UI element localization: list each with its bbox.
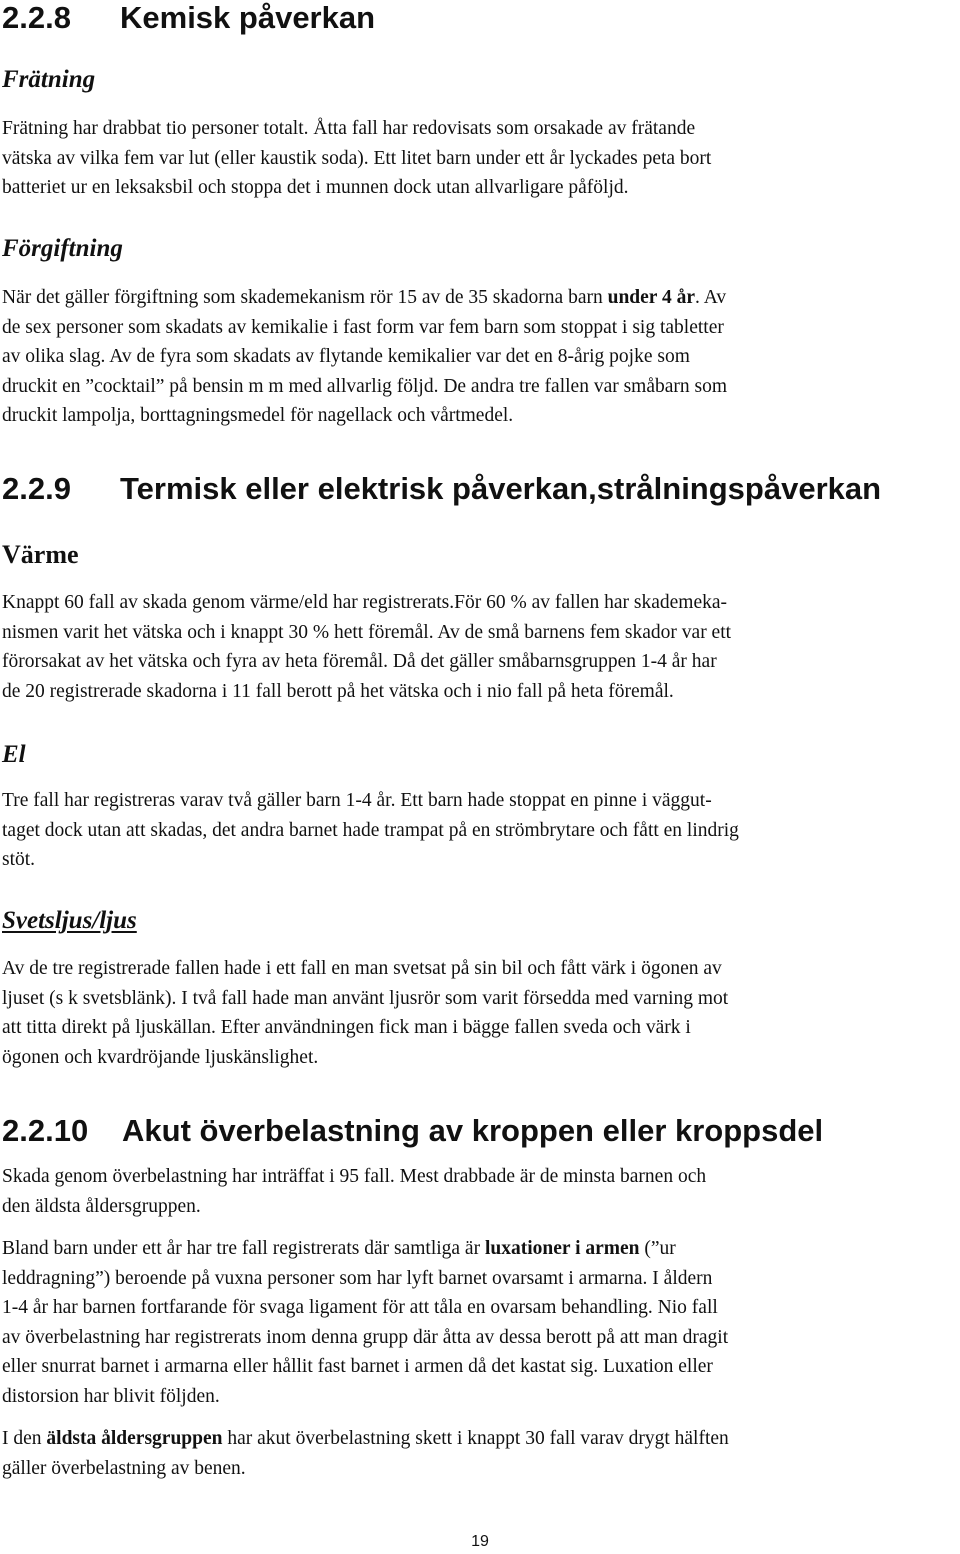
text-run: (”ur — [639, 1238, 676, 1259]
section-heading-2-2-10 — [2, 1113, 823, 1149]
text-line: förorsakat av het vätska och fyra av heta föremål. Då det gäller småbarnsgruppen 1-4 år har — [2, 651, 717, 672]
text-line: vätska av vilka fem var lut (eller kaustik soda). Ett litet barn under ett år lyckades peta bort — [2, 147, 712, 169]
emphasis-text: under 4 år — [607, 287, 696, 308]
section-title: Kemisk påverkan — [120, 0, 376, 35]
section-heading-2-2-9 — [2, 471, 881, 507]
subheading-svetsljus: Svetsljus/ljus — [2, 907, 137, 934]
text-line: 1-4 år har barnen fortfarande för svaga ligament för att tåla en ovarsam behandling. Nio fall — [2, 1297, 718, 1318]
text-line — [2, 283, 958, 313]
text-line: de sex personer som skadats av kemikalie i fast form var fem barn som stoppat i sig tabletter — [2, 316, 724, 338]
paragraph-overbelastning-2 — [2, 1234, 958, 1411]
text-line: att titta direkt på ljuskällan. Efter användningen fick man i bägge fallen sveda och värk i — [2, 1017, 691, 1038]
text-line: Skada genom överbelastning har inträffat i 95 fall. Mest drabbade är de minsta barnen och — [2, 1166, 707, 1187]
text-line: eller snurrat barnet i armarna eller hållit fast barnet i armen då det kastat sig. Luxation eller — [2, 1356, 713, 1377]
paragraph-varme — [2, 588, 958, 706]
text-line: gäller överbelastning av benen. — [2, 1457, 246, 1479]
text-line — [2, 1234, 958, 1264]
text-line: Knappt 60 fall av skada genom värme/eld har registrerats.För 60 % av fallen har skademeka- — [2, 592, 728, 613]
section-heading-2-2-8 — [2, 0, 375, 36]
section-title: Akut överbelastning av kroppen eller kroppsdel — [122, 1113, 824, 1148]
text-run: . Av — [695, 287, 727, 308]
text-line: de 20 registrerade skadorna i 11 fall berott på het vätska och i nio fall på heta föremål. — [2, 680, 674, 702]
text-line: ögonen och kvardröjande ljuskänslighet. — [2, 1046, 319, 1068]
subheading-fratning: Frätning — [2, 66, 96, 93]
paragraph-forgiftning — [2, 283, 958, 431]
subheading-varme: Värme — [2, 540, 79, 569]
section-number: 2.2.10 — [2, 1113, 89, 1148]
section-title: Termisk eller elektrisk påverkan,strålningspåverkan — [120, 471, 882, 506]
text-line: druckit lampolja, borttagningsmedel för nagellack och vårtmedel. — [2, 405, 514, 426]
text-line: ljuset (s k svetsblänk). I två fall hade man använt ljusrör som varit försedda med varning mot — [2, 987, 729, 1009]
paragraph-fratning — [2, 114, 958, 203]
text-run: I den — [2, 1428, 47, 1449]
paragraph-el — [2, 786, 958, 875]
text-line: druckit en ”cocktail” på bensin m m med allvarlig följd. De andra tre fallen var småbarn som — [2, 375, 728, 397]
section-number: 2.2.9 — [2, 471, 71, 506]
paragraph-overbelastning-3 — [2, 1424, 958, 1483]
page-number: 19 — [471, 1533, 489, 1550]
emphasis-text: luxationer i armen — [484, 1238, 640, 1259]
text-line: Frätning har drabbat tio personer totalt. Åtta fall har redovisats som orsakade av frätande — [2, 118, 696, 139]
paragraph-svetsljus — [2, 954, 958, 1072]
text-line: batteriet ur en leksaksbil och stoppa det i munnen dock utan allvarligare påföljd. — [2, 177, 629, 198]
text-line: den äldsta åldersgruppen. — [2, 1195, 201, 1217]
section-number: 2.2.8 — [2, 0, 71, 35]
subheading-el: El — [2, 741, 26, 768]
emphasis-text: äldsta åldersgruppen — [46, 1428, 223, 1449]
text-line: Tre fall har registreras varav två gäller barn 1-4 år. Ett barn hade stoppat en pinne i väggut- — [2, 790, 712, 811]
text-line — [2, 1424, 958, 1454]
text-line: Av de tre registrerade fallen hade i ett fall en man svetsat på sin bil och fått värk i ögonen av — [2, 958, 722, 979]
text-line: av olika slag. Av de fyra som skadats av flytande kemikalier var det en 8-årig pojke som — [2, 346, 690, 367]
text-line: taget dock utan att skadas, det andra barnet hade trampat på en strömbrytare och fått en lindrig — [2, 819, 739, 841]
text-line: stöt. — [2, 849, 36, 870]
text-run: har akut överbelastning skett i knappt 30 fall varav drygt hälften — [222, 1428, 729, 1449]
text-run: När det gäller förgiftning som skademekanism rör 15 av de 35 skadorna barn — [2, 287, 608, 308]
text-run: Bland barn under ett år har tre fall registrerats där samtliga är — [2, 1238, 485, 1259]
text-line: distorsion har blivit följden. — [2, 1385, 220, 1407]
text-line: nismen varit het vätska och i knappt 30 % hett föremål. Av de små barnens fem skador var ett — [2, 621, 732, 643]
paragraph-overbelastning-1 — [2, 1162, 958, 1221]
text-line: leddragning”) beroende på vuxna personer som har lyft barnet ovarsamt i armarna. I åldern — [2, 1267, 713, 1289]
text-line: av överbelastning har registrerats inom denna grupp där åtta av dessa berott på att man dragit — [2, 1326, 729, 1348]
subheading-forgiftning: Förgiftning — [2, 235, 123, 262]
